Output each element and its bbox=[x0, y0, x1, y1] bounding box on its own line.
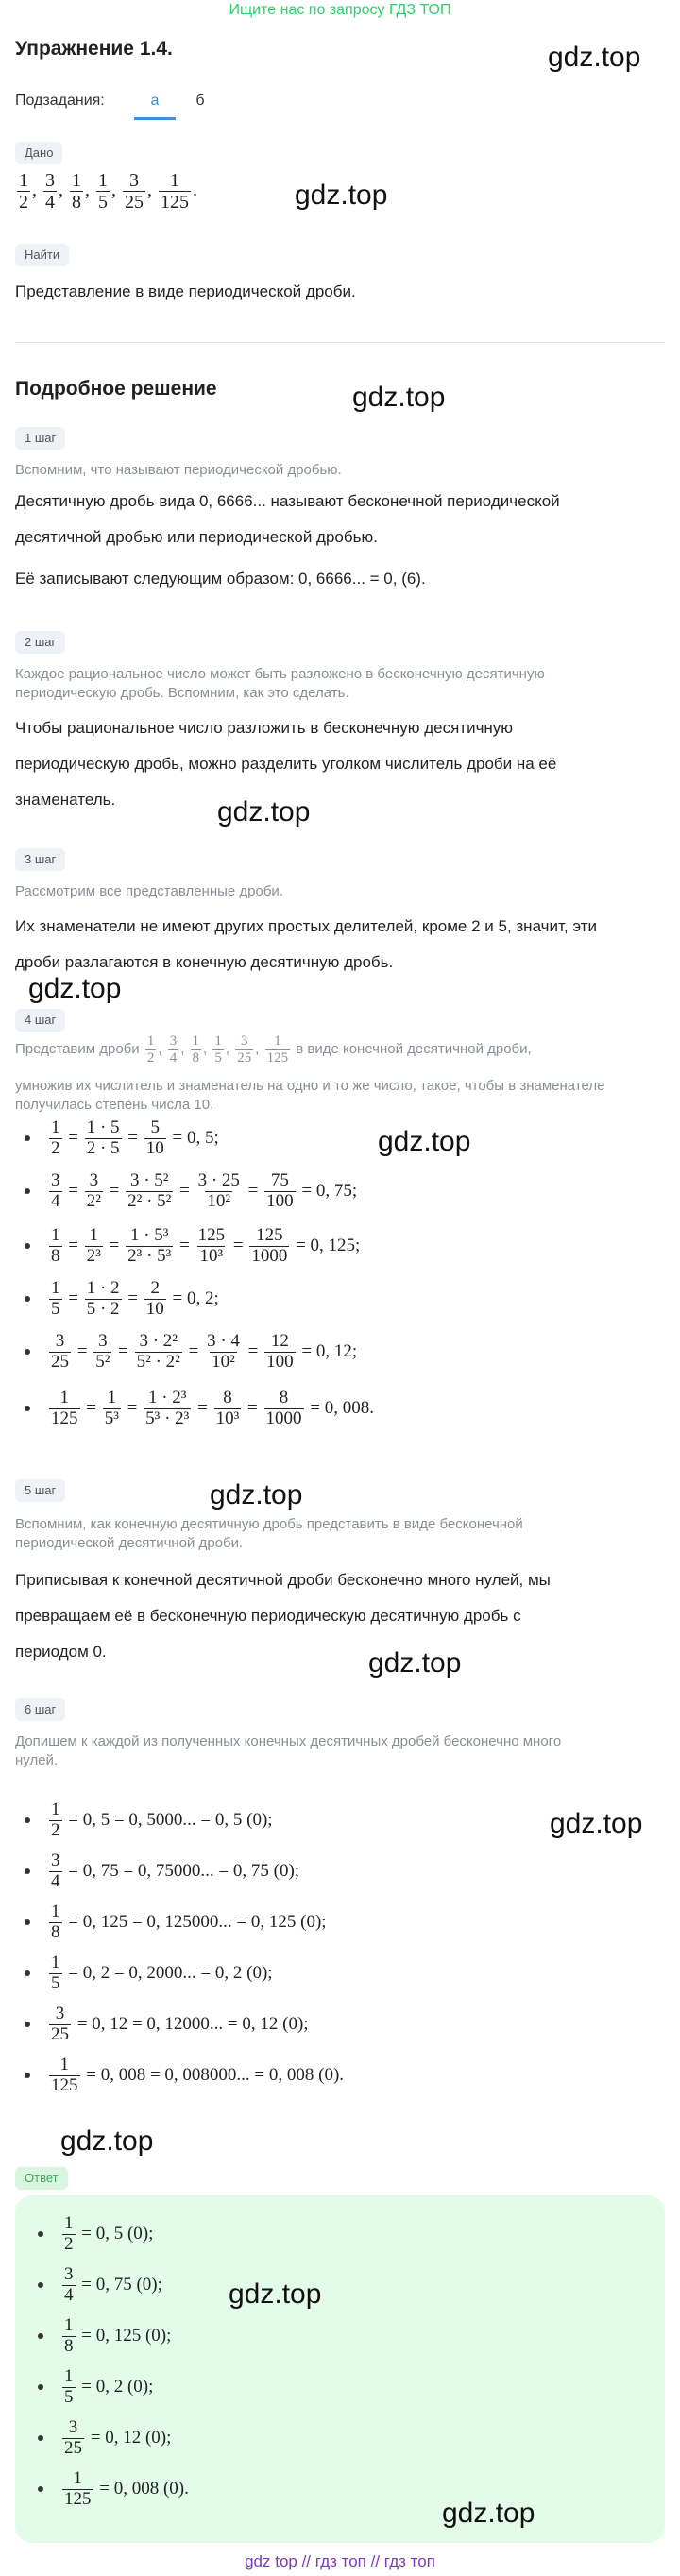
step-4-intro: Представим дроби $\frac{1}{2}$ , $\frac{3}{4}$ , $\frac{1}{8}$ , $\frac{1}{5}$ , $\frac{3}{25}$ , $\frac{1}{125}$ в виде конечной десятичной дроби, bbox=[15, 1033, 532, 1066]
watermark: gdz.top bbox=[352, 382, 446, 413]
fraction: $\frac{1}{5}$ bbox=[64, 2366, 74, 2407]
fraction: $\frac{1}{2}$ bbox=[51, 1800, 60, 1840]
fraction: $\frac{3}{25}$ bbox=[125, 170, 144, 213]
bullet bbox=[25, 1243, 30, 1249]
watermark: gdz.top bbox=[378, 1126, 471, 1157]
bullet bbox=[25, 1188, 30, 1194]
answer-chip: Ответ bbox=[15, 2167, 68, 2190]
footer-links[interactable]: gdz top // гдз топ // гдз топ bbox=[245, 2552, 435, 2570]
fraction: $\frac{1}{125}$ bbox=[64, 2468, 92, 2509]
fraction: $\frac{3}{25}$ bbox=[64, 2417, 82, 2458]
watermark: gdz.top bbox=[295, 179, 388, 211]
step-1-chip: 1 шаг bbox=[15, 427, 65, 450]
step-5-chip: 5 шаг bbox=[15, 1479, 65, 1502]
fraction: $\frac{1}{125}$ bbox=[161, 170, 189, 213]
find-chip: Найти bbox=[15, 244, 69, 266]
equation-row: $\frac{1}{8}$ = 0, 125 = 0, 125000... = 0, 125 (0); bbox=[25, 1902, 327, 1943]
fraction: $\frac{1}{8}$ bbox=[64, 2315, 74, 2356]
bullet bbox=[38, 2435, 43, 2441]
watermark: gdz.top bbox=[210, 1479, 303, 1510]
answer-row: $\frac{1}{5}$ = 0, 2 (0); bbox=[38, 2367, 153, 2408]
bullet bbox=[25, 1349, 30, 1355]
equation-row: $\frac{3}{4}$ = 0, 75 = 0, 75000... = 0, 75 (0); bbox=[25, 1851, 299, 1892]
bullet bbox=[38, 2231, 43, 2237]
fraction: $\frac{1}{125}$ bbox=[51, 1388, 78, 1428]
step-4-intro: получилась степень числа 10. bbox=[15, 1097, 214, 1113]
fraction: $\frac{1}{2}$ bbox=[19, 170, 28, 213]
answer-row: $\frac{3}{25}$ = 0, 12 (0); bbox=[38, 2418, 171, 2459]
watermark: gdz.top bbox=[368, 1647, 462, 1679]
fraction: $\frac{1}{\text{2³}}$ bbox=[86, 1225, 101, 1266]
fraction: $\frac{1}{2}$ bbox=[51, 1117, 60, 1158]
step-5-intro: Вспомним, как конечную десятичную дробь представить в виде бесконечной bbox=[15, 1516, 523, 1532]
given-chip: Дано bbox=[15, 142, 62, 164]
answer-row: $\frac{3}{4}$ = 0, 75 (0); bbox=[38, 2265, 162, 2306]
fraction: $\frac{3}{\text{5²}}$ bbox=[95, 1331, 110, 1372]
step-6-chip: 6 шаг bbox=[15, 1698, 65, 1721]
fraction: $\frac{3}{4}$ bbox=[64, 2264, 74, 2305]
watermark: gdz.top bbox=[442, 2498, 536, 2529]
subtasks-label: Подзадания: bbox=[15, 93, 105, 109]
fraction: $\frac{1}{8}$ bbox=[51, 1225, 60, 1266]
exercise-title: Упражнение 1.4. bbox=[15, 38, 173, 60]
fraction: $\frac{\text{3 · 2²}}{\text{5² · 2²}}$ bbox=[136, 1331, 180, 1372]
fraction: $\frac{1}{2}$ bbox=[64, 2213, 74, 2254]
answer-row: $\frac{1}{125}$ = 0, 008 (0). bbox=[38, 2469, 189, 2510]
bullet bbox=[25, 1817, 30, 1823]
bullet bbox=[25, 1296, 30, 1302]
fraction: $\frac{\text{1 · 2³}}{\text{5³ · 2³}}$ bbox=[145, 1388, 190, 1428]
bullet bbox=[25, 1135, 30, 1141]
fraction: $\frac{125}{\text{10³}}$ bbox=[197, 1225, 226, 1266]
step-5-text: Приписывая к конечной десятичной дроби бесконечно много нулей, мы bbox=[15, 1571, 551, 1589]
step-1-intro: Вспомним, что называют периодической дробью. bbox=[15, 462, 342, 478]
fraction: $\frac{125}{1000}$ bbox=[251, 1225, 288, 1266]
fraction: $\frac{\text{1 · 5³}}{\text{2³ · 5³}}$ bbox=[128, 1225, 172, 1266]
step-1-text: десятичной дробью или периодической дробью. bbox=[15, 528, 378, 546]
fraction: $\frac{8}{1000}$ bbox=[265, 1388, 302, 1428]
watermark: gdz.top bbox=[548, 42, 641, 73]
fraction: $\frac{3}{4}$ bbox=[51, 1170, 60, 1211]
bullet bbox=[25, 1868, 30, 1874]
equation-row: $\frac{1}{5}$ = 0, 2 = 0, 2000... = 0, 2 (0); bbox=[25, 1953, 273, 1994]
fraction: $\frac{5}{10}$ bbox=[145, 1117, 164, 1158]
watermark: gdz.top bbox=[60, 2125, 154, 2157]
step-2-text: периодическую дробь, можно разделить уголком числитель дроби на её bbox=[15, 755, 557, 773]
divider bbox=[15, 342, 665, 343]
solution-title: Подробное решение bbox=[15, 378, 217, 400]
fraction: $\frac{2}{10}$ bbox=[145, 1278, 164, 1319]
fraction: $\frac{3 \cdot 4}{\text{10²}}$ bbox=[207, 1331, 240, 1372]
given-fractions: $\frac{1}{2}$ , $\frac{3}{4}$ , $\frac{1}{8}$ , $\frac{1}{5}$ , $\frac{3}{25}$ , $\frac{1}{125}$ . bbox=[19, 170, 197, 213]
find-text: Представление в виде периодической дроби. bbox=[15, 282, 356, 300]
watermark: gdz.top bbox=[28, 973, 122, 1004]
fraction: $\frac{1}{125}$ bbox=[51, 2055, 78, 2095]
equation-row: $\frac{1}{8}$ = $\frac{1}{\text{2³}}$ = $\frac{\text{1 · 5³}}{\text{2³ · 5³}}$ = $\frac{125}{\text{10³}}$ = $\frac{125}{1000}$ = 0, 125; bbox=[25, 1226, 360, 1267]
bullet bbox=[38, 2384, 43, 2390]
fraction: $\frac{3}{4}$ bbox=[51, 1851, 60, 1891]
step-1-text: Её записывают следующим образом: 0, 6666... = 0, (6). bbox=[15, 570, 426, 588]
fraction: $\frac{1 \cdot 2}{5 \cdot 2}$ bbox=[86, 1278, 120, 1319]
tab-a[interactable]: а bbox=[134, 89, 176, 120]
bullet bbox=[25, 1919, 30, 1925]
fraction: $\frac{1}{5}$ bbox=[51, 1953, 60, 1993]
step-1-text: Десятичную дробь вида 0, 6666... называют бесконечной периодической bbox=[15, 492, 560, 510]
answer-row: $\frac{1}{2}$ = 0, 5 (0); bbox=[38, 2214, 153, 2255]
step-2-text: знаменатель. bbox=[15, 791, 116, 809]
step-2-text: Чтобы рациональное число разложить в бесконечную десятичную bbox=[15, 719, 514, 737]
fraction: $\frac{75}{100}$ bbox=[266, 1170, 294, 1211]
step-6-intro: Допишем к каждой из полученных конечных десятичных дробей бесконечно много bbox=[15, 1733, 562, 1749]
fraction: $\frac{1}{8}$ bbox=[72, 170, 81, 213]
bullet bbox=[38, 2486, 43, 2492]
step-4-chip: 4 шаг bbox=[15, 1009, 65, 1032]
watermark: gdz.top bbox=[229, 2278, 322, 2310]
equation-row: $\frac{1}{125}$ = 0, 008 = 0, 008000... = 0, 008 (0). bbox=[25, 2056, 344, 2096]
bullet bbox=[25, 1970, 30, 1976]
answer-row: $\frac{1}{8}$ = 0, 125 (0); bbox=[38, 2316, 171, 2357]
equation-row: $\frac{1}{2}$ = 0, 5 = 0, 5000... = 0, 5 (0); bbox=[25, 1800, 273, 1841]
equation-row: $\frac{1}{125}$ = $\frac{1}{\text{5³}}$ = $\frac{\text{1 · 2³}}{\text{5³ · 2³}}$ = $\frac{8}{\text{10³}}$ = $\frac{8}{1000}$ = 0, 008. bbox=[25, 1389, 374, 1429]
step-2-intro: периодическую дробь. Вспомним, как это сделать. bbox=[15, 685, 349, 701]
step-6-intro: нулей. bbox=[15, 1752, 59, 1768]
step-3-text: Их знаменатели не имеют других простых делителей, кроме 2 и 5, значит, эти bbox=[15, 917, 597, 935]
equation-row: $\frac{3}{25}$ = 0, 12 = 0, 12000... = 0, 12 (0); bbox=[25, 2005, 309, 2045]
step-2-intro: Каждое рациональное число может быть разложено в бесконечную десятичную bbox=[15, 666, 545, 682]
fraction: $\frac{8}{\text{10³}}$ bbox=[215, 1388, 240, 1428]
fraction: $\frac{3}{25}$ bbox=[51, 2004, 69, 2044]
step-3-intro: Рассмотрим все представленные дроби. bbox=[15, 883, 283, 899]
fraction: $\frac{1}{\text{5³}}$ bbox=[104, 1388, 119, 1428]
fraction: $\frac{3}{\text{2²}}$ bbox=[86, 1170, 101, 1211]
equation-row: $\frac{1}{2}$ = $\frac{1 \cdot 5}{2 \cdot 5}$ = $\frac{5}{10}$ = 0, 5; bbox=[25, 1118, 219, 1159]
fraction: $\frac{3}{4}$ bbox=[45, 170, 55, 213]
equation-row: $\frac{1}{5}$ = $\frac{1 \cdot 2}{5 \cdot 2}$ = $\frac{2}{10}$ = 0, 2; bbox=[25, 1279, 219, 1320]
fraction: $\frac{1}{5}$ bbox=[51, 1278, 60, 1319]
equation-row: $\frac{3}{4}$ = $\frac{3}{\text{2²}}$ = $\frac{\text{3 · 5²}}{\text{2² · 5²}}$ = $\frac{3 \cdot 25}{\text{10²}}$ = $\frac{75}{100}$ = 0, 75; bbox=[25, 1171, 357, 1212]
fraction: $\frac{1 \cdot 5}{2 \cdot 5}$ bbox=[86, 1117, 120, 1158]
bullet bbox=[25, 1406, 30, 1411]
step-5-text: периодом 0. bbox=[15, 1643, 107, 1661]
bullet bbox=[38, 2333, 43, 2339]
fraction: $\frac{\text{3 · 5²}}{\text{2² · 5²}}$ bbox=[128, 1170, 172, 1211]
fraction: $\frac{12}{100}$ bbox=[266, 1331, 294, 1372]
bullet bbox=[25, 2073, 30, 2078]
equation-row: $\frac{3}{25}$ = $\frac{3}{\text{5²}}$ = $\frac{\text{3 · 2²}}{\text{5² · 2²}}$ = $\frac{3 \cdot 4}{\text{10²}}$ = $\frac{12}{100}$ = 0, 12; bbox=[25, 1332, 357, 1373]
step-2-chip: 2 шаг bbox=[15, 631, 65, 654]
watermark: gdz.top bbox=[217, 796, 311, 827]
step-3-text: дроби разлагаются в конечную десятичную дробь. bbox=[15, 953, 394, 971]
fraction: $\frac{1}{8}$ bbox=[51, 1902, 60, 1942]
watermark: gdz.top bbox=[550, 1808, 643, 1839]
fraction: $\frac{3 \cdot 25}{\text{10²}}$ bbox=[197, 1170, 240, 1211]
fraction: $\frac{1}{5}$ bbox=[98, 170, 108, 213]
step-4-intro: умножив их числитель и знаменатель на одно и то же число, такое, чтобы в знаменателе bbox=[15, 1078, 605, 1094]
step-5-text: превращаем её в бесконечную периодическую десятичную дробь с bbox=[15, 1607, 521, 1625]
tab-b[interactable]: б bbox=[196, 93, 205, 109]
top-banner[interactable]: Ищите нас по запросу ГДЗ ТОП bbox=[229, 2, 451, 18]
step-3-chip: 3 шаг bbox=[15, 848, 65, 871]
bullet bbox=[25, 2022, 30, 2027]
fraction: $\frac{3}{25}$ bbox=[51, 1331, 69, 1372]
step-5-intro: периодической десятичной дроби. bbox=[15, 1535, 244, 1551]
bullet bbox=[38, 2282, 43, 2288]
